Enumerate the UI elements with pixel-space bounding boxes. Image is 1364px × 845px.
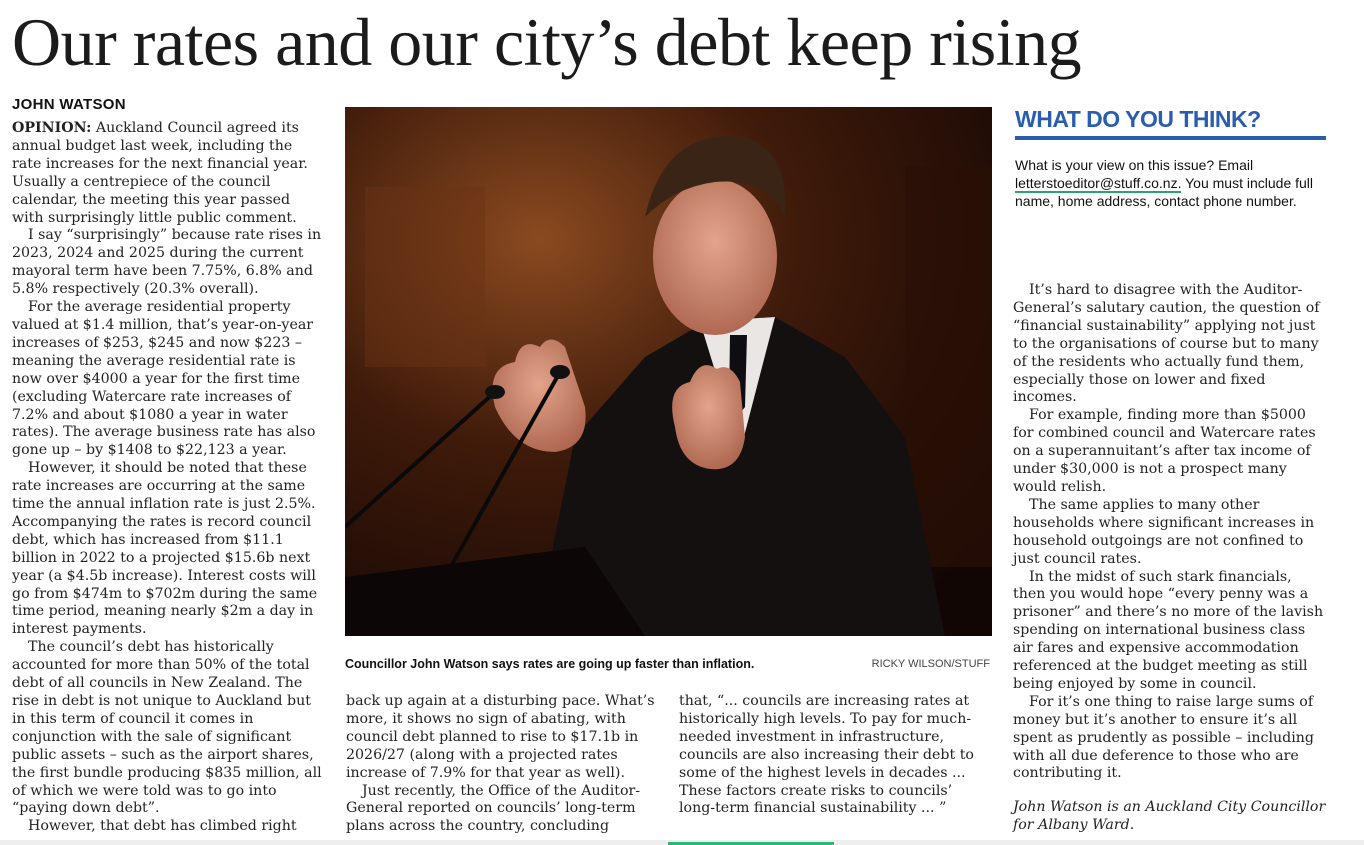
article-paragraph: Just recently, the Office of the Auditor-General reported on councils’ long-term plans across the country, concluding: [346, 782, 641, 835]
what-do-you-think-heading: WHAT DO YOU THINK?: [1015, 106, 1326, 140]
article-paragraph: In the midst of such stark financials, then you would hope “every penny was a prisoner” and there’s no more of the lavish spending on international business class air fares and expensive accommodation referenced at the budget meeting as still being enjoyed by some in council.: [1013, 568, 1324, 692]
article-paragraph: The same applies to many other households where significant increases in household outgoings are not confined to just council rates.: [1013, 496, 1315, 567]
article-paragraph: For example, finding more than $5000 for combined council and Watercare rates on a superannuitant’s after tax income of under $30,000 is not a prospect many would relish.: [1013, 407, 1316, 495]
article-paragraph: I say “surprisingly” because rate rises in 2023, 2024 and 2025 during the current mayoral term have been 7.75%, 6.8% and 5.8% respectively (20.3% overall).: [12, 227, 322, 298]
opinion-kicker: OPINION:: [12, 120, 92, 136]
article-paragraph: However, that debt has climbed right: [28, 818, 297, 835]
article-paragraph: However, it should be noted that these rate increases are occurring at the same time the annual inflation rate is just 2.5%. Accompanying the rates is record council debt, which has increased from $11.1 billion in 2022 to a projected $15.6b next year (a $4.5b increase). Interest costs will go from $474m to $702m during the same time period, meaning nearly $2m a day in interest payments.: [12, 460, 318, 638]
what-do-you-think-body: What is your view on this issue? Email letterstoeditor@stuff.co.nz. You must include full name, home address, contact phone number.: [1015, 157, 1314, 209]
article-paragraph: The council’s debt has historically accounted for more than 50% of the total debt of all councils in New Zealand. The rise in debt is not unique to Auckland but in this term of council it comes in conjunction with the sale of significant public assets – such as the airport shares, the first bundle producing $835 million, all of which we were told was to go into “paying down debt”.: [12, 639, 322, 817]
photo-caption: [345, 657, 992, 671]
article-paragraph: For the average residential property valued at $1.4 million, that’s year-on-year increases of $253, $245 and now $223 – meaning the average residential rate is now over $4000 a year for the first time (excluding Watercare rate increases of 7.2% and about $1080 a year in water rates). The average business rate has also gone up – by $1408 to $22,123 a year.: [12, 299, 316, 459]
article-column-4: [1013, 282, 1326, 835]
speaker-photo-illustration: [345, 107, 992, 636]
article-paragraph: It’s hard to disagree with the Auditor-General’s salutary caution, the question of “financial sustainability” applying not just to the organisations of course but to many of the residents who actually fund them, especially those on lower and fixed incomes.: [1013, 282, 1320, 406]
article-paragraph: OPINION: Auckland Council agreed its annual budget last week, including the rate increases for the next financial year. Usually a centrepiece of the council calendar, the meeting this year passed with surprisingly little public comment.: [12, 120, 308, 226]
article-column-3: [679, 693, 991, 818]
byline: JOHN WATSON: [12, 96, 126, 113]
photo-credit: RICKY WILSON/STUFF: [871, 658, 990, 670]
article-column-2: [346, 693, 658, 836]
author-signoff: John Watson is an Auckland City Councillor for Albany Ward.: [1013, 799, 1326, 834]
article-column-1: [12, 120, 322, 836]
article-paragraph: For it’s one thing to raise large sums of money but it’s another to ensure it’s all spent as prudently as possible – including with all due deference to those who are contributing it.: [1013, 693, 1314, 782]
caption-text: Councillor John Watson says rates are going up faster than inflation.: [345, 657, 755, 671]
letters-email-link[interactable]: letterstoeditor@stuff.co.nz.: [1015, 175, 1182, 191]
article-paragraph: back up again at a disturbing pace. What’s more, it shows no sign of abating, with council debt planned to rise to $17.1b in 2026/27 (along with a projected rates increase of 7.9% for that year as well).: [346, 693, 655, 781]
article-paragraph: that, “... councils are increasing rates at historically high levels. To pay for much-needed investment in infrastructure, councils are also increasing their debt to some of the highest levels in decades ... These factors create risks to councils’ long-term financial sustainability ... ”: [679, 693, 974, 817]
headline: Our rates and our city’s debt keep rising: [12, 4, 1082, 80]
article-photo: [345, 107, 992, 636]
